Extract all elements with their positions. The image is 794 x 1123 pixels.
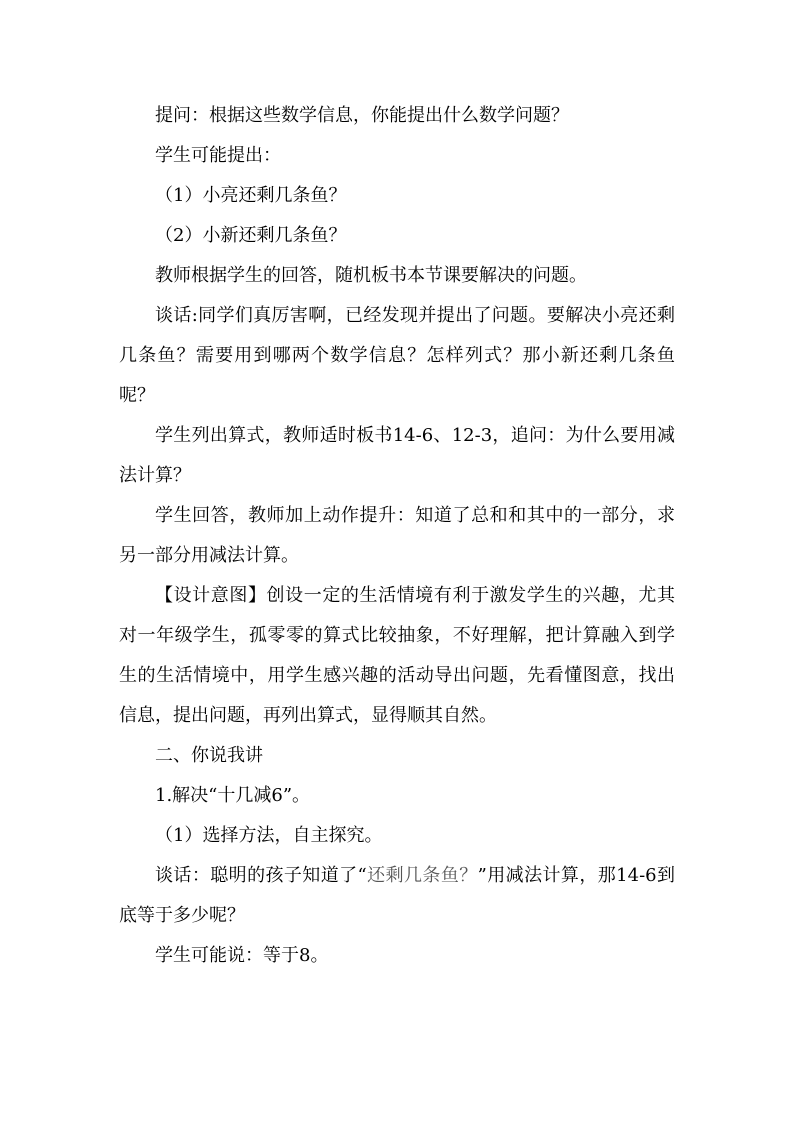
paragraph-students-may-propose: 学生可能提出：	[155, 145, 281, 166]
paragraph-question-prompt: 提问：根据这些数学信息，你能提出什么数学问题？	[155, 105, 569, 126]
paragraph-question-1: （1）小亮还剩几条鱼？	[155, 185, 347, 206]
subsection-step-1: （1）选择方法，自主探究。	[155, 825, 383, 846]
paragraph-talk-2	[119, 856, 675, 936]
paragraph-talk: 谈话:同学们真厉害啊，已经发现并提出了问题。要解决小亮还剩几条鱼？需要用到哪两个数学信息？怎样列式？那小新还剩几条鱼呢？	[119, 305, 675, 406]
paragraph-design-intent: 【设计意图】创设一定的生活情境有利于激发学生的兴趣，尤其对一年级学生，孤零零的算式比较抽象，不好理解，把计算融入到学生的生活情境中，用学生感兴趣的活动导出问题，先看懂图意，找出信息，提出问题，再列出算式，显得顺其自然。	[119, 585, 675, 726]
paragraph-teacher-board: 教师根据学生的回答，随机板书本节课要解决的问题。	[155, 265, 587, 286]
talk-2-part-a: 谈话：聪明的孩子知道了“	[155, 865, 367, 886]
paragraph-formula: 学生列出算式，教师适时板书14-6、12-3，追问：为什么要用减法计算？	[119, 425, 675, 486]
paragraph-question-2: （2）小新还剩几条鱼？	[155, 225, 347, 246]
section-heading-2: 二、你说我讲	[155, 745, 263, 766]
paragraph-student-answer: 学生可能说：等于8。	[155, 945, 329, 966]
subsection-heading-1: 1.解决“十几减6”。	[155, 785, 311, 806]
document-body	[119, 96, 675, 976]
talk-2-part-c: ”用减法计算，那14-6到底等于多少呢？	[119, 865, 676, 926]
paragraph-answer: 学生回答，教师加上动作提升：知道了总和和其中的一部分，求另一部分用减法计算。	[119, 505, 675, 566]
talk-2-quote: 还剩几条鱼？	[366, 865, 478, 886]
